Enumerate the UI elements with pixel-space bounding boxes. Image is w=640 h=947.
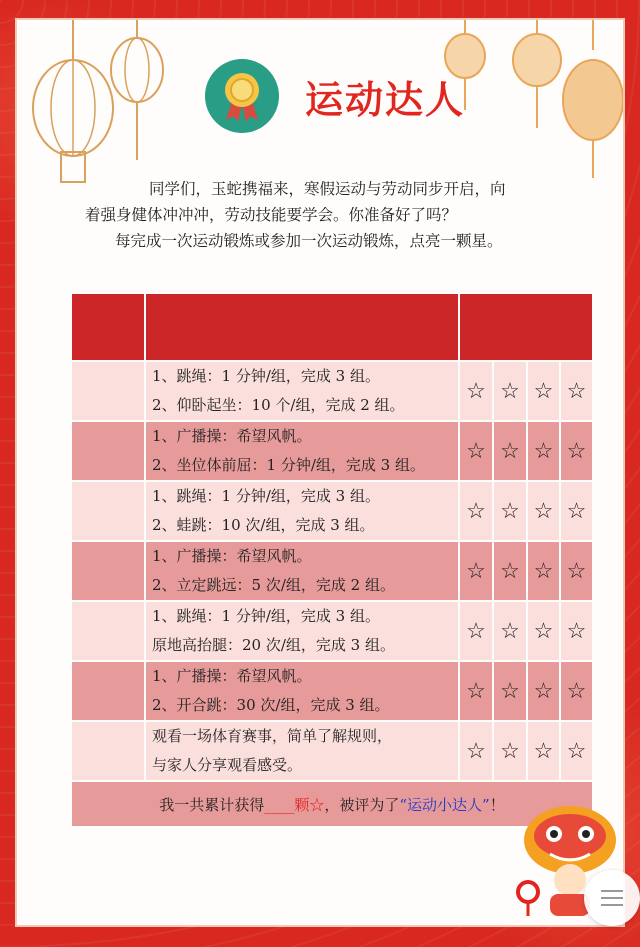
summary-unit: 颗☆ — [294, 795, 325, 814]
star-icon[interactable]: ☆ — [493, 361, 527, 421]
table-row — [71, 541, 593, 601]
task-cell — [145, 541, 459, 601]
task-line: 与家人分享观看感受。 — [152, 756, 303, 774]
star-icon[interactable]: ☆ — [459, 721, 493, 781]
medal-icon — [205, 59, 279, 133]
day-cell — [71, 661, 145, 721]
task-line: 观看一场体育赛事，简单了解规则， — [152, 727, 393, 745]
star-icon[interactable]: ☆ — [527, 601, 560, 661]
task-line: 原地高抬腿：20 次/组，完成 3 组。 — [152, 636, 395, 654]
summary-blank[interactable]: ____ — [264, 795, 295, 814]
star-icon[interactable]: ☆ — [459, 601, 493, 661]
task-line: 2、坐位体前屈：1 分钟/组，完成 3 组。 — [152, 456, 425, 474]
star-icon[interactable]: ☆ — [560, 601, 593, 661]
star-icon[interactable]: ☆ — [459, 421, 493, 481]
star-icon[interactable]: ☆ — [459, 481, 493, 541]
day-cell — [71, 481, 145, 541]
table-row — [71, 661, 593, 721]
task-line: 1、广播操：希望风帆。 — [152, 547, 312, 565]
task-cell — [145, 361, 459, 421]
header-cell-task — [145, 293, 459, 361]
table-row — [71, 601, 593, 661]
table-row — [71, 421, 593, 481]
task-line: 2、仰卧起坐：10 个/组，完成 2 组。 — [152, 396, 405, 414]
star-icon[interactable]: ☆ — [493, 481, 527, 541]
header-cell-day — [71, 293, 145, 361]
summary-middle: ，被评为了 — [324, 795, 400, 814]
star-icon[interactable]: ☆ — [459, 541, 493, 601]
summary-suffix: ！ — [489, 795, 505, 814]
intro-line-3: 每完成一次运动锻炼或参加一次运动锻炼，点亮一颗星。 — [115, 232, 503, 250]
task-cell — [145, 481, 459, 541]
star-icon[interactable]: ☆ — [560, 721, 593, 781]
intro-line-1: 同学们，玉蛇携福来，寒假运动与劳动同步开启，向 — [149, 180, 506, 198]
task-line: 1、广播操：希望风帆。 — [152, 667, 312, 685]
task-line: 1、跳绳：1 分钟/组，完成 3 组。 — [152, 487, 380, 505]
task-cell — [145, 721, 459, 781]
star-icon[interactable]: ☆ — [493, 421, 527, 481]
task-line: 1、跳绳：1 分钟/组，完成 3 组。 — [152, 607, 380, 625]
task-line: 2、蛙跳：10 次/组，完成 3 组。 — [152, 516, 375, 534]
summary-award: “运动小达人” — [399, 795, 490, 814]
table-row — [71, 361, 593, 421]
menu-button[interactable] — [584, 870, 640, 926]
star-icon[interactable]: ☆ — [560, 481, 593, 541]
exercise-table — [70, 292, 594, 828]
table-row — [71, 721, 593, 781]
star-icon[interactable]: ☆ — [560, 421, 593, 481]
day-cell — [71, 421, 145, 481]
task-cell — [145, 601, 459, 661]
star-icon[interactable]: ☆ — [527, 721, 560, 781]
star-icon[interactable]: ☆ — [527, 421, 560, 481]
table-row — [71, 481, 593, 541]
header-cell-stars — [459, 293, 593, 361]
page-title: 运动达人 — [305, 77, 466, 122]
star-icon[interactable]: ☆ — [459, 661, 493, 721]
page-header — [205, 58, 505, 134]
day-cell — [71, 541, 145, 601]
day-cell — [71, 601, 145, 661]
day-cell — [71, 721, 145, 781]
intro-text — [85, 176, 585, 254]
day-cell — [71, 361, 145, 421]
star-icon[interactable]: ☆ — [560, 361, 593, 421]
star-icon[interactable]: ☆ — [493, 721, 527, 781]
star-icon[interactable]: ☆ — [527, 481, 560, 541]
table-header-row — [71, 293, 593, 361]
task-line: 2、开合跳：30 次/组，完成 3 组。 — [152, 696, 390, 714]
star-icon[interactable]: ☆ — [493, 661, 527, 721]
task-line: 2、立定跳远：5 次/组，完成 2 组。 — [152, 576, 395, 594]
star-icon[interactable]: ☆ — [560, 541, 593, 601]
task-line: 1、广播操：希望风帆。 — [152, 427, 312, 445]
star-icon[interactable]: ☆ — [459, 361, 493, 421]
summary-prefix: 我一共累计获得 — [159, 795, 265, 814]
star-icon[interactable]: ☆ — [493, 541, 527, 601]
star-icon[interactable]: ☆ — [527, 541, 560, 601]
hamburger-icon — [601, 889, 623, 907]
task-line: 1、跳绳：1 分钟/组，完成 3 组。 — [152, 367, 380, 385]
star-icon[interactable]: ☆ — [493, 601, 527, 661]
task-cell — [145, 661, 459, 721]
intro-line-2: 着强身健体冲冲冲，劳动技能要学会。你准备好了吗？ — [85, 206, 458, 224]
star-icon[interactable]: ☆ — [527, 661, 560, 721]
star-icon[interactable]: ☆ — [560, 661, 593, 721]
star-icon[interactable]: ☆ — [527, 361, 560, 421]
task-cell — [145, 421, 459, 481]
